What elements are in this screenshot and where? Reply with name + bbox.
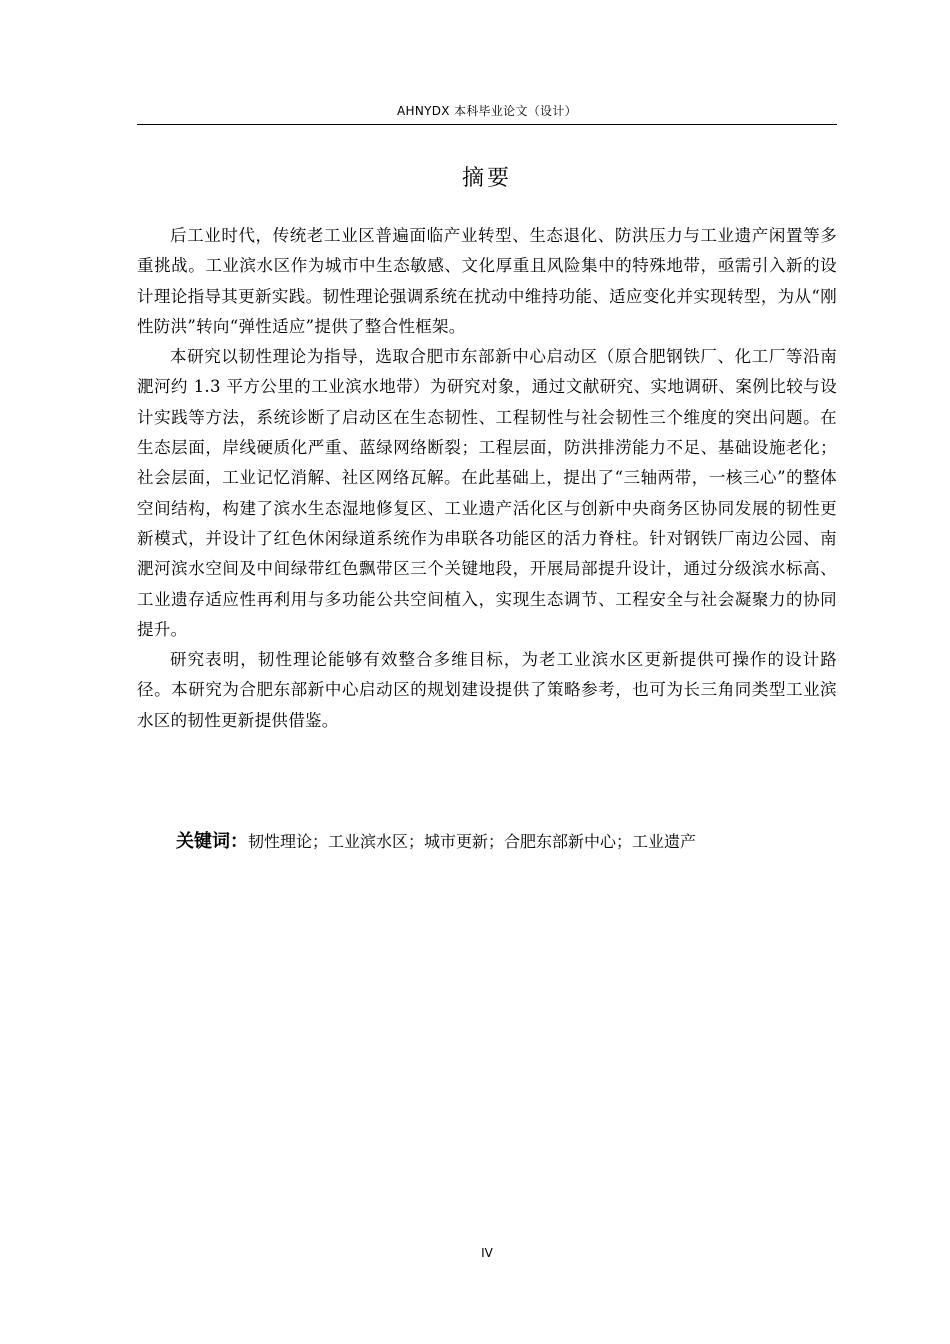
- keywords-line: [176, 828, 836, 856]
- page-number: IV: [481, 1246, 493, 1260]
- abstract-paragraph: 研究表明，韧性理论能够有效整合多维目标，为老工业滨水区更新提供可操作的设计路径。本研究为合肥东部新中心启动区的规划建设提供了策略参考，也可为长三角同类型工业滨水区的韧性更新提供借鉴。: [137, 650, 837, 730]
- abstract-paragraph: 后工业时代，传统老工业区普遍面临产业转型、生态退化、防洪压力与工业遗产闲置等多重挑战。工业滨水区作为城市中生态敏感、文化厚重且风险集中的特殊地带，亟需引入新的设计理论指导其更新实践。韧性理论强调系统在扰动中维持功能、适应变化并实现转型，为从“刚性防洪”转向“弹性适应”提供了整合性框架。: [137, 226, 837, 336]
- keywords-label: 关键词：: [176, 831, 248, 852]
- page-title: 摘要: [461, 166, 512, 191]
- abstract-paragraph: 本研究以韧性理论为指导，选取合肥市东部新中心启动区（原合肥钢铁厂、化工厂等沿南淝河约 1.3 平方公里的工业滨水地带）为研究对象，通过文献研究、实地调研、案例比较与设计实践等方法，系统诊断了启动区在生态韧性、工程韧性与社会韧性三个维度的突出问题。在生态层面，岸线硬质化严重、蓝绿网络断裂；工程层面，防洪排涝能力不足、基础设施老化；社会层面，工业记忆消解、社区网络瓦解。在此基础上，提出了“三轴两带，一核三心”的整体空间结构，构建了滨水生态湿地修复区、工业遗产活化区与创新中央商务区协同发展的韧性更新模式，并设计了红色休闲绿道系统作为串联各功能区的活力脊柱。针对钢铁厂南边公园、南淝河滨水空间及中间绿带红色飘带区三个关键地段，开展局部提升设计，通过分级滨水标高、工业遗存适应性再利用与多功能公共空间植入，实现生态调节、工程安全与社会凝聚力的协同提升。: [137, 347, 837, 639]
- header-divider: [137, 124, 837, 125]
- keywords-text: 韧性理论；工业滨水区；城市更新；合肥东部新中心；工业遗产: [248, 832, 697, 851]
- running-header: AHNYDX 本科毕业论文（设计）: [397, 104, 577, 118]
- abstract-body: [137, 221, 837, 736]
